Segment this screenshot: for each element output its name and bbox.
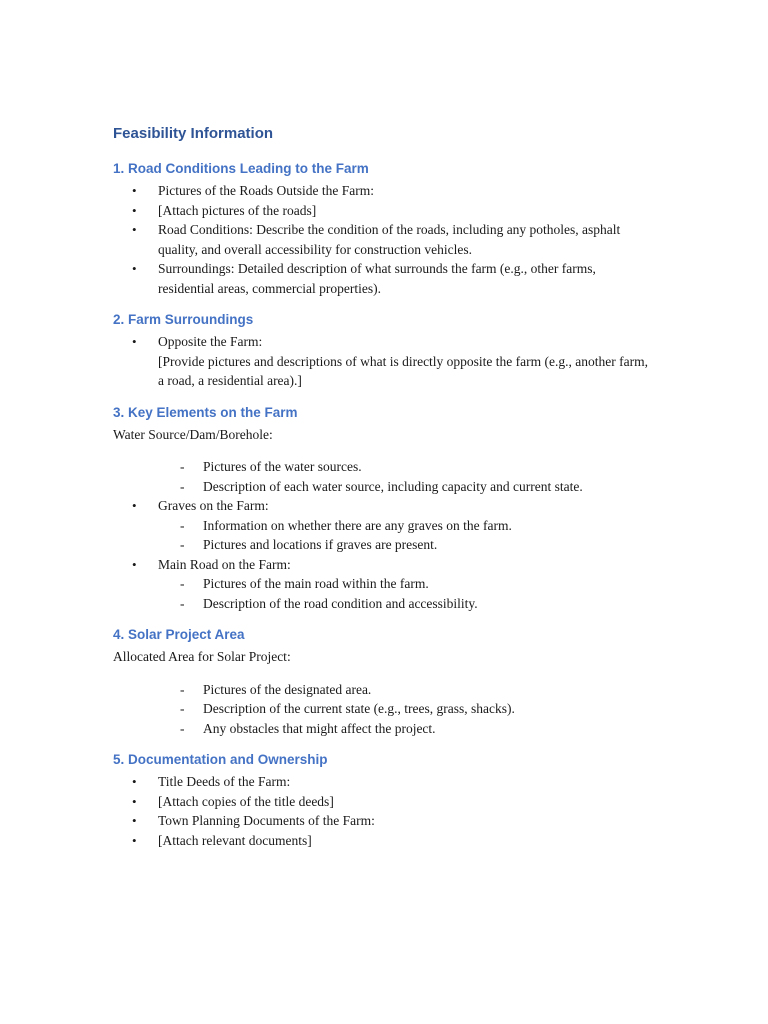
bullet-icon: • — [132, 556, 137, 572]
bullet-icon: • — [132, 813, 137, 828]
list-item: - Description of the current state (e.g., trees, grass, shacks). — [113, 699, 653, 719]
list-item: • [Attach pictures of the roads] — [113, 201, 653, 221]
list-item: • Pictures of the Roads Outside the Farm: — [113, 181, 653, 201]
list-item: • [Attach relevant documents] — [113, 831, 653, 851]
dash-icon: - — [180, 459, 185, 474]
bullet-icon: • — [132, 261, 137, 276]
list-item: - Description of the road condition and accessibility. — [158, 594, 653, 614]
list-item — [113, 332, 653, 391]
section-heading-farm-surroundings: 2. Farm Surroundings — [113, 312, 254, 327]
list-item: • Title Deeds of the Farm: — [113, 772, 653, 792]
graves-label: Graves on the Farm: — [158, 498, 269, 513]
dash-icon: - — [180, 517, 185, 533]
dash-icon: - — [180, 576, 185, 591]
solar-area-list — [113, 680, 653, 739]
documentation-list — [113, 772, 653, 850]
opposite-farm-label: Opposite the Farm: — [158, 334, 263, 349]
bullet-icon: • — [132, 793, 137, 809]
list-item: - Pictures of the main road within the farm. — [158, 574, 653, 594]
list-item — [113, 496, 653, 555]
bullet-icon: • — [132, 183, 137, 198]
document-page — [113, 124, 653, 850]
list-item — [113, 555, 653, 614]
dash-icon: - — [180, 595, 185, 611]
dash-icon: - — [180, 681, 185, 697]
section-heading-documentation-ownership: 5. Documentation and Ownership — [113, 752, 328, 767]
bullet-icon: • — [132, 334, 137, 349]
list-item: - Any obstacles that might affect the project. — [113, 719, 653, 739]
list-item: - Pictures of the water sources. — [113, 457, 653, 477]
farm-elements-list — [113, 496, 653, 613]
list-item: - Information on whether there are any graves on the farm. — [158, 516, 653, 536]
section-heading-key-elements: 3. Key Elements on the Farm — [113, 404, 298, 420]
list-item: - Pictures and locations if graves are present. — [158, 535, 653, 555]
main-road-list — [158, 574, 653, 613]
bullet-icon: • — [132, 832, 137, 848]
allocated-area-label: Allocated Area for Solar Project: — [113, 649, 291, 664]
water-source-label: Water Source/Dam/Borehole: — [113, 426, 273, 442]
list-item: • [Attach copies of the title deeds] — [113, 792, 653, 812]
dash-icon: - — [180, 701, 185, 716]
main-road-label: Main Road on the Farm: — [158, 556, 291, 572]
bullet-icon: • — [132, 774, 137, 789]
bullet-icon: • — [132, 202, 137, 218]
dash-icon: - — [180, 720, 185, 736]
opposite-farm-detail: [Provide pictures and descriptions of what is directly opposite the farm (e.g., another farm, a road, a residential area).] — [158, 353, 648, 388]
farm-surroundings-list — [113, 332, 653, 391]
list-item: • Road Conditions: Describe the condition of the roads, including any potholes, asphalt quality, and overall accessibility for construction vehicles. — [132, 222, 621, 257]
list-item: • Town Planning Documents of the Farm: — [113, 811, 653, 831]
list-item: - Description of each water source, including capacity and current state. — [113, 477, 653, 497]
road-conditions-list — [113, 181, 653, 298]
section-heading-solar-project-area: 4. Solar Project Area — [113, 627, 245, 642]
graves-list — [158, 516, 653, 555]
list-item: - Pictures of the designated area. — [113, 680, 653, 700]
bullet-icon: • — [132, 498, 137, 513]
section-heading-road-conditions: 1. Road Conditions Leading to the Farm — [113, 161, 369, 176]
dash-icon: - — [180, 537, 185, 552]
list-item: • Surroundings: Detailed description of what surrounds the farm (e.g., other farms, residential areas, commercial properties). — [132, 261, 596, 296]
bullet-icon: • — [132, 222, 137, 237]
dash-icon: - — [180, 478, 185, 494]
document-title: Feasibility Information — [113, 125, 274, 142]
water-source-list — [113, 457, 653, 496]
